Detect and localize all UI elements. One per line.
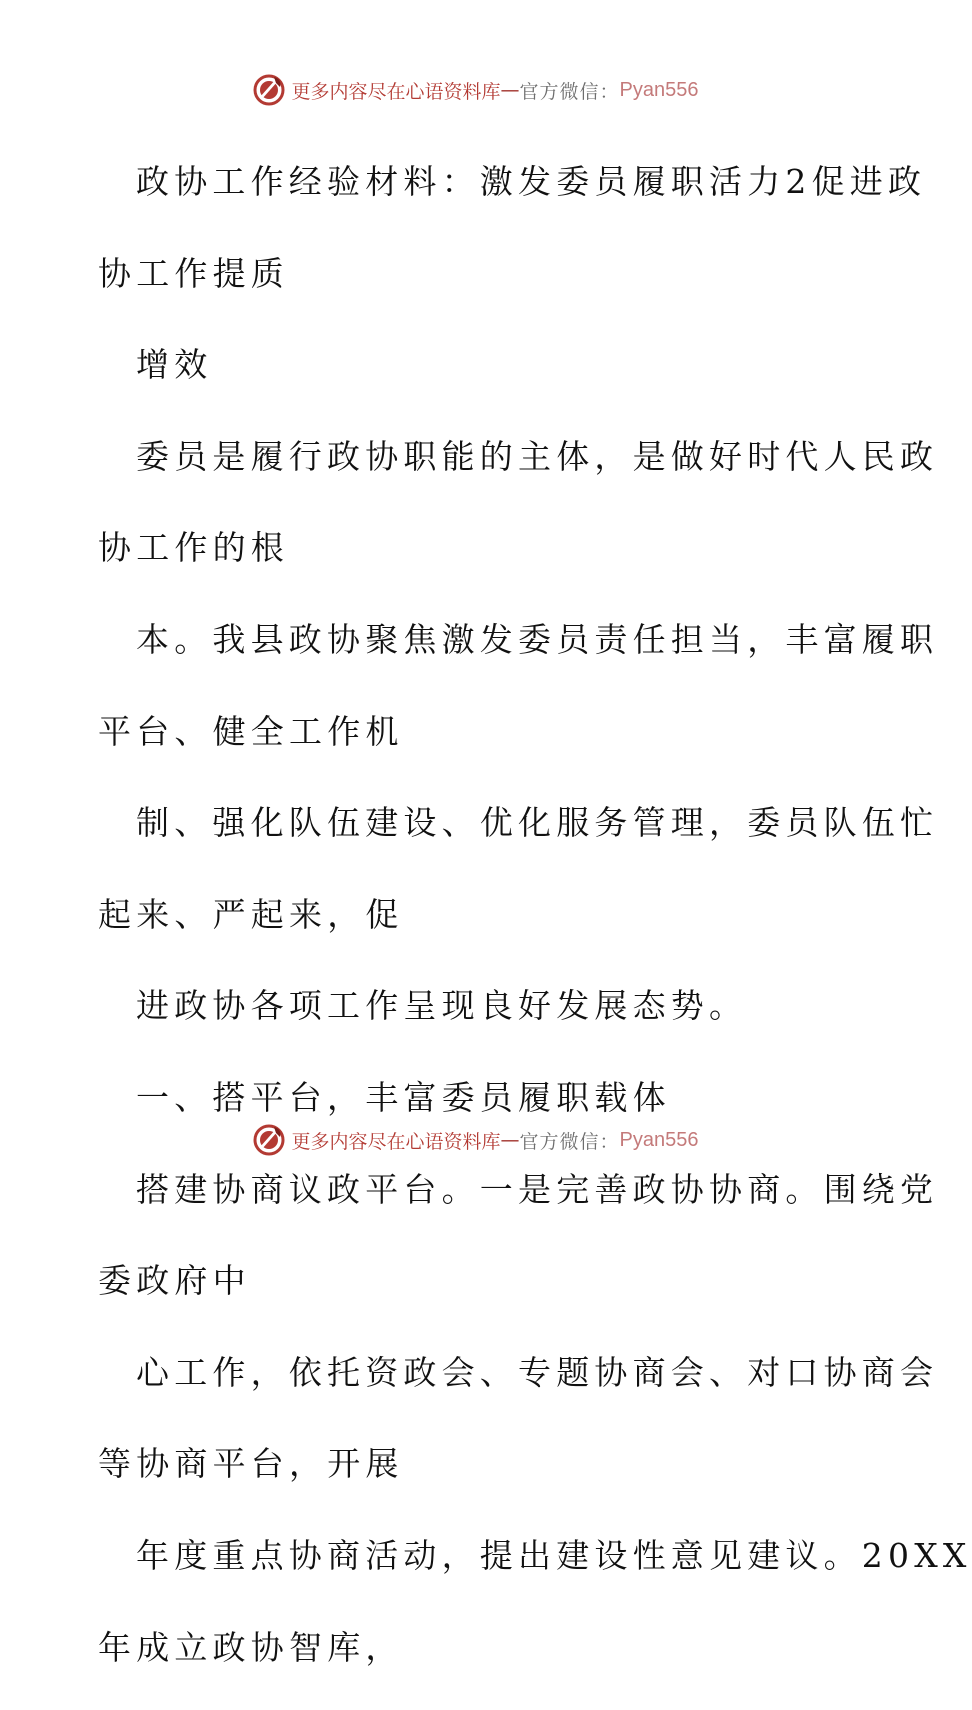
text-line: 起来、严起来，促 bbox=[98, 894, 404, 934]
banner-wechat-id: Pyan556 bbox=[619, 1128, 699, 1151]
text-line: 平台、健全工作机 bbox=[98, 711, 404, 751]
text-line: 进政协各项工作呈现良好发展态势。 bbox=[136, 986, 748, 1026]
banner-brand-text: 更多内容尽在心语资料库 bbox=[291, 1130, 501, 1153]
text-line: 委员是履行政协职能的主体，是做好时代人民政 bbox=[136, 436, 939, 476]
text-line: 心工作，依托资政会、专题协商会、对口协商会 bbox=[136, 1352, 939, 1392]
banner-wechat-label: 官方微信： bbox=[519, 1130, 620, 1153]
header-watermark-banner bbox=[0, 72, 950, 108]
banner-wechat-label: 官方微信： bbox=[519, 80, 620, 103]
footer-watermark-banner bbox=[0, 1122, 950, 1158]
text-line: 年成立政协智库， bbox=[98, 1627, 404, 1667]
text-line: 制、强化队伍建设、优化服务管理，委员队伍忙 bbox=[136, 803, 939, 843]
text-line: 一、搭平台，丰富委员履职载体 bbox=[136, 1077, 671, 1117]
text-line: 本。我县政协聚焦激发委员责任担当，丰富履职 bbox=[136, 619, 939, 659]
banner-wechat-id: Pyan556 bbox=[619, 78, 699, 101]
text-line: 增效 bbox=[136, 345, 213, 385]
quill-seal-icon bbox=[252, 73, 286, 107]
banner-brand-text: 更多内容尽在心语资料库 bbox=[291, 80, 501, 103]
text-line: 协工作提质 bbox=[98, 253, 289, 293]
banner-separator: — bbox=[500, 1129, 520, 1151]
text-line: 年度重点协商活动，提出建设性意见建议。20XX bbox=[136, 1535, 972, 1575]
text-line: 政协工作经验材料：激发委员履职活力2促进政 bbox=[136, 162, 927, 201]
text-line: 委政府中 bbox=[98, 1261, 251, 1301]
text-line: 搭建协商议政平台。一是完善政协协商。围绕党 bbox=[136, 1169, 939, 1209]
quill-seal-icon bbox=[252, 1123, 286, 1157]
text-line: 等协商平台，开展 bbox=[98, 1444, 404, 1484]
banner-separator: — bbox=[500, 79, 520, 101]
text-line: 协工作的根 bbox=[98, 528, 289, 568]
document-body bbox=[98, 120, 972, 1710]
